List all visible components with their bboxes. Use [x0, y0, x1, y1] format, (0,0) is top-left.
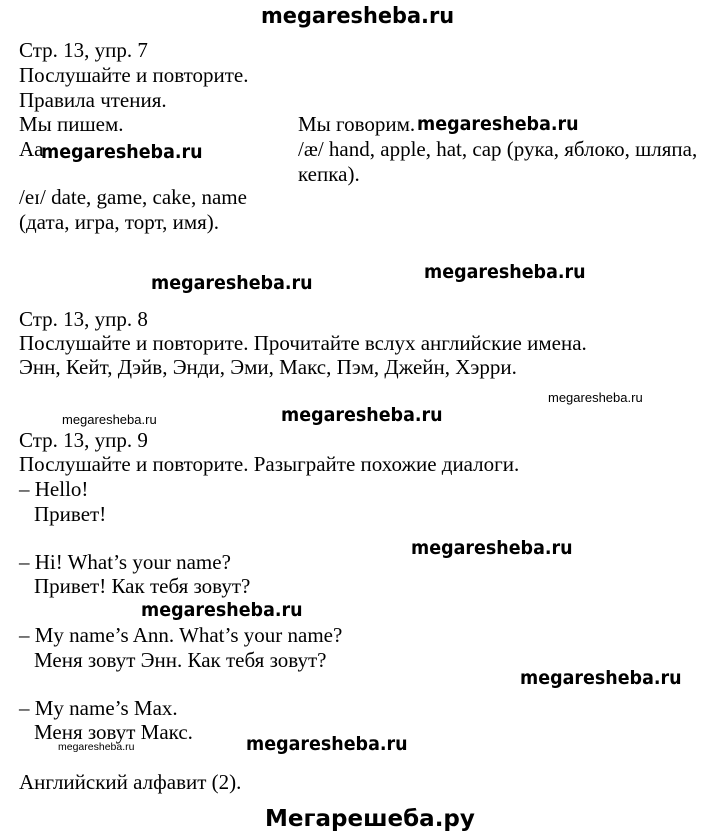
header-site-title: megaresheba.ru	[261, 4, 455, 29]
watermark: megaresheba.ru	[411, 537, 573, 559]
ex7-line-ei-1: /eɪ/ date, game, cake, name	[19, 185, 247, 209]
watermark: megaresheba.ru	[417, 113, 579, 135]
dialog-line-ru: Меня зовут Макс.	[34, 720, 193, 744]
watermark: megaresheba.ru	[424, 261, 586, 283]
footer-site-title: Мегарешеба.ру	[265, 806, 475, 832]
dialog-line-ru: Меня зовут Энн. Как тебя зовут?	[34, 648, 327, 672]
dialog-line-en: – Hi! What’s your name?	[19, 550, 231, 574]
ex7-line-ae-2: кепка).	[298, 162, 360, 186]
watermark: megaresheba.ru	[62, 412, 157, 427]
watermark: megaresheba.ru	[281, 404, 443, 426]
ex7-title: Стр. 13, упр. 7	[19, 38, 148, 62]
ex7-we-write: Мы пишем.	[19, 112, 124, 136]
ex7-we-say: Мы говорим.	[298, 112, 416, 136]
alphabet-line: Английский алфавит (2).	[19, 770, 242, 794]
watermark: megaresheba.ru	[548, 390, 643, 405]
watermark: megaresheba.ru	[41, 141, 203, 163]
ex8-instruction: Послушайте и повторите. Прочитайте вслух английские имена.	[19, 331, 587, 355]
watermark: megaresheba.ru	[246, 733, 408, 755]
ex7-rules: Правила чтения.	[19, 88, 167, 112]
dialog-line-en: – My name’s Max.	[19, 696, 178, 720]
ex9-instruction: Послушайте и повторите. Разыграйте похожие диалоги.	[19, 452, 520, 476]
ex7-line-ei-2: (дата, игра, торт, имя).	[19, 210, 220, 234]
ex7-letters: Aa	[19, 137, 44, 161]
dialog-line-en: – My name’s Ann. What’s your name?	[19, 623, 343, 647]
dialog-line-ru: Привет! Как тебя зовут?	[34, 574, 251, 598]
dialog-line-ru: Привет!	[34, 502, 107, 526]
ex9-title: Стр. 13, упр. 9	[19, 428, 148, 452]
watermark: megaresheba.ru	[520, 667, 682, 689]
ex7-instruction: Послушайте и повторите.	[19, 63, 249, 87]
ex8-title: Стр. 13, упр. 8	[19, 307, 148, 331]
ex7-line-ae-1: /æ/ hand, apple, hat, cap (рука, яблоко, шляпа,	[298, 137, 698, 161]
ex8-names: Энн, Кейт, Дэйв, Энди, Эми, Макс, Пэм, Джейн, Хэрри.	[19, 355, 517, 379]
dialog-line-en: – Hello!	[19, 477, 89, 501]
watermark: megaresheba.ru	[58, 741, 135, 753]
watermark: megaresheba.ru	[151, 272, 313, 294]
watermark: megaresheba.ru	[141, 599, 303, 621]
